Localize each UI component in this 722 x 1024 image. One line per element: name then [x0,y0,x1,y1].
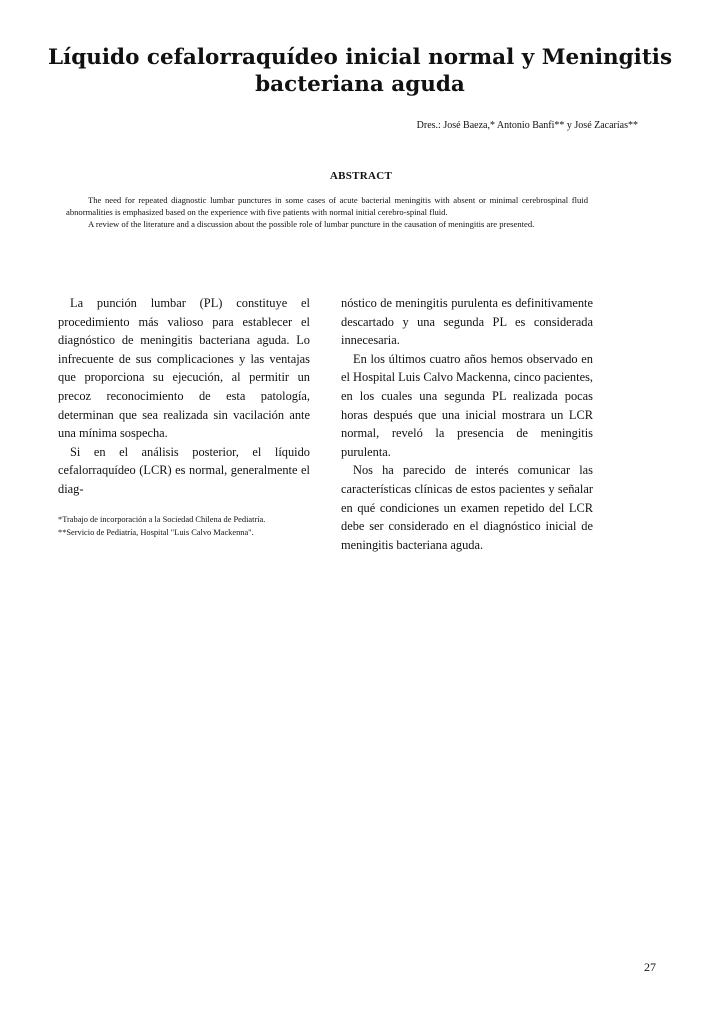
body-paragraph: nóstico de meningitis purulenta es definitivamente descartado y una segunda PL es considerada innecesaria. [341,296,593,348]
body-column-right [341,294,593,554]
body-paragraph: Si en el análisis posterior, el líquido cefalorraquídeo (LCR) es normal, generalmente el diag- [58,444,310,496]
paper-title: Líquido cefalorraquídeo inicial normal y Meningitis bacteriana aguda [47,45,673,97]
authors-line: Dres.: José Baeza,* Antonio Banfi** y José Zacarías** [416,120,638,131]
body-paragraph: La punción lumbar (PL) constituye el procedimiento más valioso para establecer el diagnóstico de meningitis bacteriana aguda. Lo infrecuente de sus complicaciones y las ventajas que proporciona su ejecución, al permitir un precoz reconocimiento de esta patología, determinan que sea realizada sin vacilación ante una mínima sospecha. [58,296,310,441]
abstract-paragraph: The need for repeated diagnostic lumbar punctures in some cases of acute bacterial meningitis with absent or minimal cerebrospinal fluid abnormalities is emphasized based on the experience with five patients with normal initial cerebro-spinal fluid. [66,195,588,217]
page-number: 27 [644,960,656,974]
abstract-paragraph: A review of the literature and a discussion about the possible role of lumbar puncture in the causation of meningitis are presented. [88,218,535,229]
body-paragraph: Nos ha parecido de interés comunicar las características clínicas de estos pacientes y señalar en qué condiciones un examen repetido del LCR debe ser considerado en el diagnóstico inicial de meningitis bacteriana aguda. [341,463,593,552]
body-paragraph: En los últimos cuatro años hemos observado en el Hospital Luis Calvo Mackenna, cinco pacientes, en los cuales una segunda PL realizada pocas horas después que una inicial mostrara un LCR normal, reveló la presencia de meningitis purulenta. [341,351,593,459]
abstract-body [66,195,588,230]
abstract-heading: ABSTRACT [329,170,393,182]
footnote: **Servicio de Pediatría, Hospital "Luis Calvo Mackenna". [58,528,254,537]
footnote: *Trabajo de incorporación a la Sociedad Chilena de Pediatría. [58,515,266,524]
body-column-left [58,294,310,499]
footnotes [58,513,318,539]
